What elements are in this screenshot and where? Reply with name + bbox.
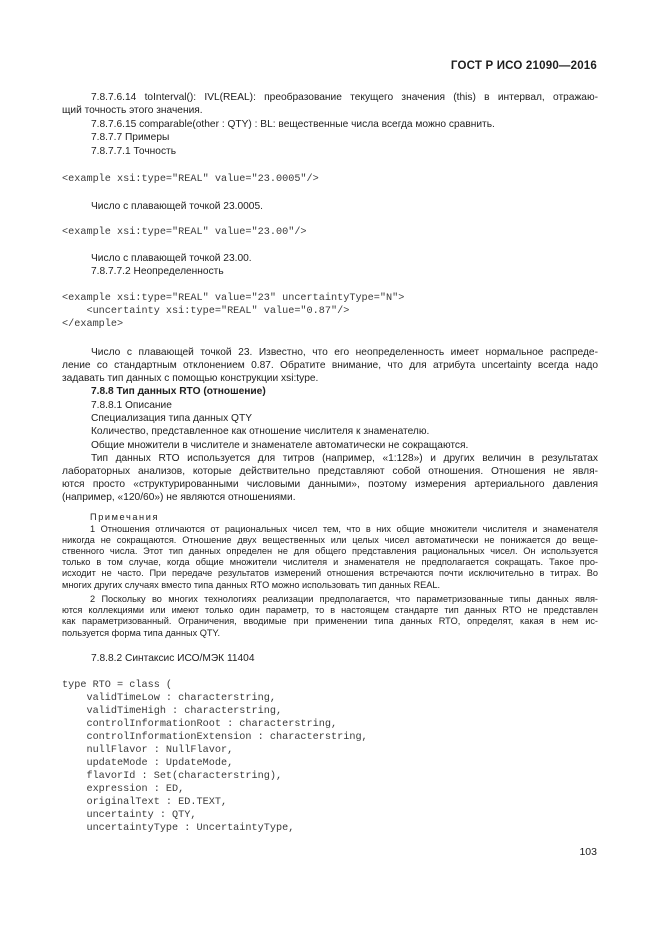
code-line: validTimeLow : characterstring, bbox=[62, 693, 276, 704]
section-heading: 7.8.8.2 Синтаксис ИСО/МЭК 11404 bbox=[91, 653, 255, 664]
text-line: 7.8.7.6.15 comparable(other : QTY) : BL: вещественные числа всегда можно сравнить. bbox=[91, 119, 495, 130]
section-heading: 7.8.8.1 Описание bbox=[91, 400, 172, 411]
code-line: <example xsi:type="REAL" value="23.00"/> bbox=[62, 227, 307, 238]
note-line: исходит не часто. При передаче результатов измерений отношения встречаются почти исключительно в титрах. Во bbox=[62, 568, 598, 578]
note-line: как параметризованный. Ограничения, вводимые при применении типа данных RTO, определят, какая в нем ис- bbox=[62, 616, 598, 626]
notes-heading: Примечания bbox=[90, 512, 160, 522]
text-line: Количество, представленное как отношение числителя к знаменателю. bbox=[91, 426, 430, 437]
note-line: ственного числа. Этот тип данных определен не для общего представления рациональных чисел. Он используется bbox=[62, 546, 598, 556]
text-line: Число с плавающей точкой 23.00. bbox=[91, 253, 252, 264]
text-line: задавать тип данных с помощью конструкции xsi:type. bbox=[62, 373, 319, 384]
text-line: ление со стандартным отклонением 0.87. Обратите внимание, что для атрибута uncertainty всегда надо bbox=[62, 360, 598, 371]
text-line: Тип данных RTO используется для титров (например, «1:128») и других величин в результатах bbox=[91, 453, 598, 464]
note-line: 1 Отношения отличаются от рациональных чисел тем, что в них общие множители числителя и знаменателя bbox=[90, 524, 598, 534]
text-line: лабораторных анализов, которые действительно представляют собой отношения. Отношения не явля- bbox=[62, 466, 598, 477]
code-line: </example> bbox=[62, 319, 124, 330]
code-line: expression : ED, bbox=[62, 784, 185, 795]
section-heading: 7.8.7.7.1 Точность bbox=[91, 146, 177, 157]
code-line: nullFlavor : NullFlavor, bbox=[62, 745, 234, 756]
note-line: ются коллекциями или имеют только один параметр, то в настоящем стандарте тип данных RTO не представлен bbox=[62, 605, 598, 615]
section-heading: 7.8.8 Тип данных RTO (отношение) bbox=[91, 386, 266, 397]
text-line: Число с плавающей точкой 23. Известно, что его неопределенность имеет нормальное распреде- bbox=[91, 347, 598, 358]
code-line: updateMode : UpdateMode, bbox=[62, 758, 234, 769]
code-line: validTimeHigh : characterstring, bbox=[62, 706, 283, 717]
code-line: type RTO = class ( bbox=[62, 680, 173, 691]
text-line: ются просто «структурированными числовыми данными», поэтому измерения артериального давления bbox=[62, 479, 598, 490]
code-line: controlInformationExtension : characterstring, bbox=[62, 732, 368, 743]
text-line: Число с плавающей точкой 23.0005. bbox=[91, 201, 263, 212]
code-line: controlInformationRoot : characterstring, bbox=[62, 719, 338, 730]
text-line: 7.8.7.6.14 toInterval(): IVL(REAL): преобразование текущего значения (this) в интервал, отражаю- bbox=[91, 92, 598, 103]
code-line: uncertaintyType : UncertaintyType, bbox=[62, 823, 295, 834]
text-line: (например, «120/60») не являются отношениями. bbox=[62, 492, 296, 503]
code-line: uncertainty : QTY, bbox=[62, 810, 197, 821]
text-line: Специализация типа данных QTY bbox=[91, 413, 252, 424]
note-line: 2 Поскольку во многих технологиях реализации предполагается, что параметризованные типы данных явля- bbox=[90, 594, 598, 604]
note-line: пользуется форма типа данных QTY. bbox=[62, 628, 221, 638]
section-heading: 7.8.7.7.2 Неопределенность bbox=[91, 266, 224, 277]
code-line: flavorId : Set(characterstring), bbox=[62, 771, 283, 782]
page-number: 103 bbox=[579, 846, 597, 858]
code-line: <uncertainty xsi:type="REAL" value="0.87"/> bbox=[62, 306, 350, 317]
document-header: ГОСТ Р ИСО 21090—2016 bbox=[450, 60, 597, 72]
code-line: originalText : ED.TEXT, bbox=[62, 797, 228, 808]
note-line: многих других случаях вместо типа данных RTO можно использовать тип данных REAL. bbox=[62, 580, 441, 590]
section-heading: 7.8.7.7 Примеры bbox=[91, 132, 170, 143]
text-line: Общие множители в числителе и знаменателе автоматически не сокращаются. bbox=[91, 440, 469, 451]
note-line: никогда не сокращаются. Отношение двух вещественных или целых чисел автоматически не понижается до веще- bbox=[62, 535, 598, 545]
code-line: <example xsi:type="REAL" value="23" uncertaintyType="N"> bbox=[62, 293, 405, 304]
code-line: <example xsi:type="REAL" value="23.0005"/> bbox=[62, 174, 319, 185]
note-line: только в том случае, когда общие множители числителя и знаменателя не предполагается сокращать. Такое про- bbox=[62, 557, 598, 567]
text-line: щий точность этого значения. bbox=[62, 105, 203, 116]
